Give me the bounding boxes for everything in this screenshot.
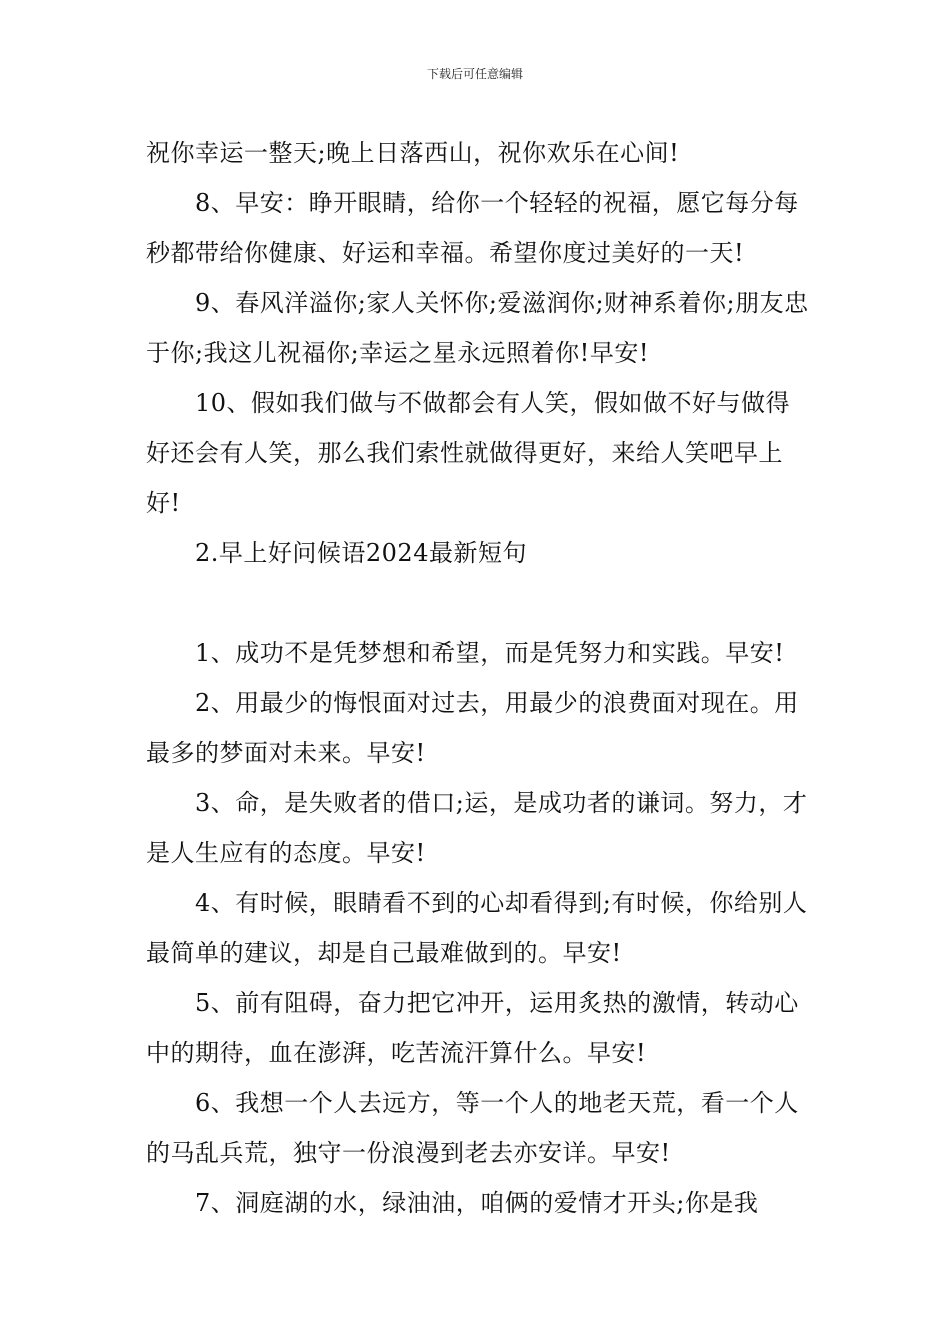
page-header: 下载后可任意编辑 xyxy=(426,67,523,81)
paragraph: 8、早安：睁开眼睛，给你一个轻轻的祝福，愿它每分每秒都带给你健康、好运和幸福。希望你度过美好的一天! xyxy=(146,189,799,267)
paragraph: 4、有时候，眼睛看不到的心却看得到;有时候，你给别人最简单的建议，却是自己最难做到的。早安! xyxy=(146,889,808,967)
paragraph: 3、命，是失败者的借口;运，是成功者的谦词。努力，才是人生应有的态度。早安! xyxy=(146,789,808,867)
paragraph: 祝你幸运一整天;晚上日落西山，祝你欢乐在心间! xyxy=(146,139,680,167)
blank-line xyxy=(146,578,810,628)
paragraph: 2、用最少的悔恨面对过去，用最少的浪费面对现在。用最多的梦面对未来。早安! xyxy=(146,689,799,767)
paragraph: 7、洞庭湖的水，绿油油，咱俩的爱情才开头;你是我 xyxy=(195,1189,759,1217)
paragraph: 10、假如我们做与不做都会有人笑，假如做不好与做得好还会有人笑，那么我们索性就做得更好，来给人笑吧早上好! xyxy=(146,389,791,517)
paragraph: 1、成功不是凭梦想和希望，而是凭努力和实践。早安! xyxy=(195,639,785,667)
paragraph: 9、春风洋溢你;家人关怀你;爱滋润你;财神系着你;朋友忠于你;我这儿祝福你;幸运之星永远照着你!早安! xyxy=(146,289,809,367)
paragraph: 5、前有阻碍，奋力把它冲开，运用炙热的激情，转动心中的期待，血在澎湃，吃苦流汗算什么。早安! xyxy=(146,989,799,1067)
section-heading: 2.早上好问候语2024最新短句 xyxy=(195,539,527,567)
document-body xyxy=(146,128,810,1228)
paragraph: 6、我想一个人去远方，等一个人的地老天荒，看一个人的马乱兵荒，独守一份浪漫到老去亦安详。早安! xyxy=(146,1089,799,1167)
